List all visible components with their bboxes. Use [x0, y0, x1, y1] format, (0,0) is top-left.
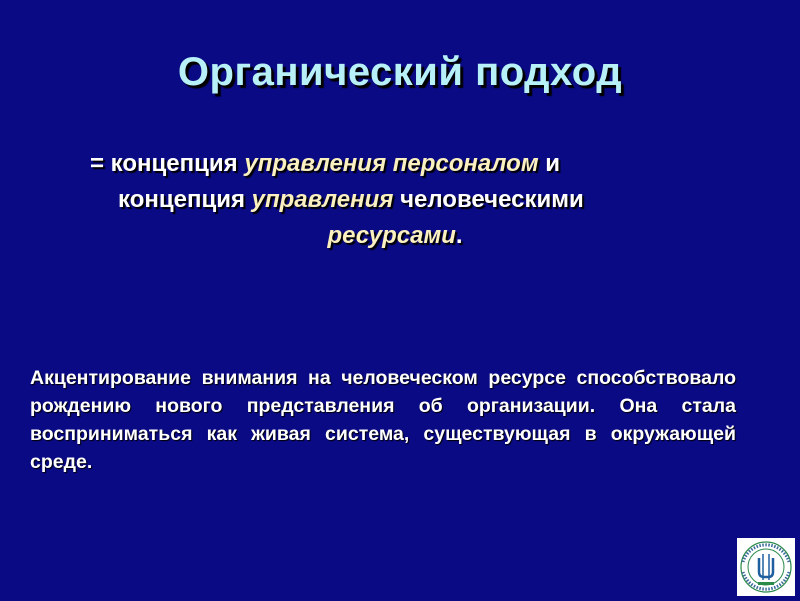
definition-line-1-prefix: = концепция	[90, 150, 245, 177]
definition-line-3-suffix: .	[455, 222, 463, 249]
definition-highlight-management: управления	[251, 186, 394, 213]
definition-line-2	[90, 182, 730, 218]
body-paragraph: Акцентирование внимания на человеческом ресурсе способствовало рождению нового представления об организации. Она стала восприниматься как живая система, существующая в окружающей среде.	[30, 367, 736, 473]
university-emblem-icon	[737, 538, 795, 596]
definition-highlight-personnel-management: управления персоналом	[244, 150, 539, 177]
definition-line-2-prefix: концепция	[118, 186, 252, 213]
definition-line-1	[90, 146, 730, 182]
definition-highlight-resources: ресурсами	[327, 222, 456, 249]
definition-line-3	[90, 218, 730, 254]
definition-line-2-suffix: человеческими	[393, 186, 584, 213]
slide-title: Органический подход	[177, 50, 623, 94]
definition-line-1-suffix: и	[538, 150, 561, 177]
definition-text	[90, 146, 730, 254]
university-logo	[737, 538, 795, 596]
